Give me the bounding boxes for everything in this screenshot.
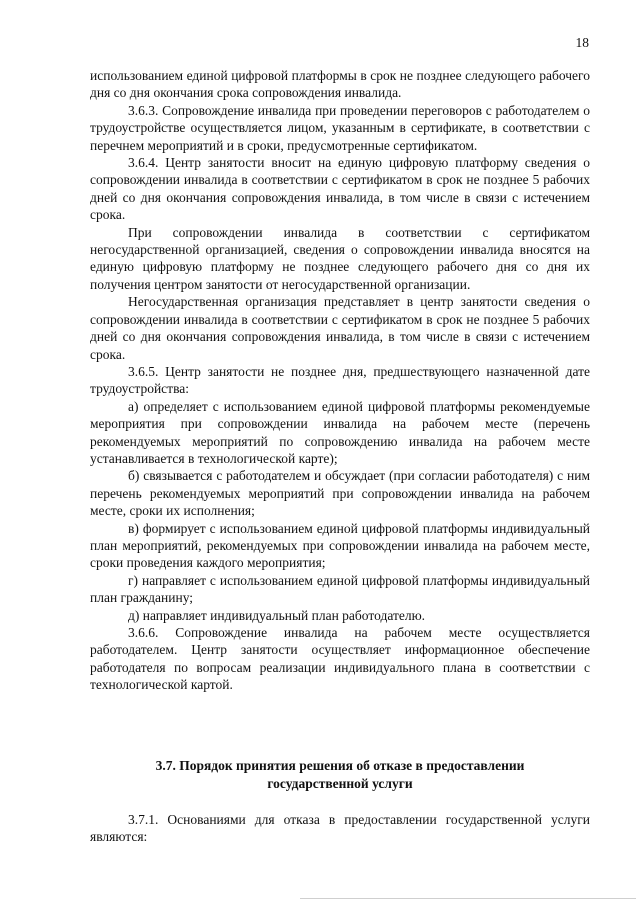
list-item-v: в) формирует с использованием единой цифровой платформы индивидуальный план мероприятий, рекомендуемых при сопровождении инвалида на рабочем месте, сроки проведения каждого мероприятия; — [90, 520, 590, 571]
paragraph-ngo-support: При сопровождении инвалида в соответствии с сертификатом негосударственной организацией, сведения о сопровождении инвалида вносятся на единую цифровую платформу не позднее следующего рабочего дня со дня их получения центром занятости от негосударственной организации. — [90, 224, 590, 292]
paragraph-continuation: использованием единой цифровой платформы в срок не позднее следующего рабочего дня со дня окончания срока сопровождения инвалида. — [90, 68, 590, 101]
paragraph-3-6-3: 3.6.3. Сопровождение инвалида при проведении переговоров с работодателем о трудоустройстве осуществляется лицом, указанным в сертификате, в соответствии с перечнем мероприятий и в сроки, предусмотренные сертификатом. — [90, 102, 590, 153]
paragraph-3-7-1: 3.7.1. Основаниями для отказа в предоставлении государственной услуги являются: — [90, 812, 590, 845]
section-heading-line-2: государственной услуги — [267, 776, 413, 791]
section-heading-line-1: 3.7. Порядок принятия решения об отказе в предоставлении — [155, 758, 525, 773]
section-heading — [90, 757, 590, 793]
document-body — [90, 67, 590, 694]
page-number: 18 — [575, 35, 589, 50]
list-item-g: г) направляет с использованием единой цифровой платформы индивидуальный план гражданину; — [90, 572, 590, 606]
paragraph-3-6-6: 3.6.6. Сопровождение инвалида на рабочем месте осуществляется работодателем. Центр занятости осуществляет информационное обеспечение работодателя по вопросам реализации индивидуального плана в соответствии с технологической картой. — [90, 625, 590, 693]
paragraph-3-6-5: 3.6.5. Центр занятости не позднее дня, предшествующего назначенной дате трудоустройства: — [90, 363, 590, 397]
paragraph-ngo-report: Негосударственная организация представляет в центр занятости сведения о сопровождении инвалида в соответствии с сертификатом в срок не позднее 5 рабочих дней со дня окончания сопровождения инвалида, в том числе в связи с истечением срока. — [90, 294, 590, 362]
paragraph-3-6-4: 3.6.4. Центр занятости вносит на единую цифровую платформу сведения о сопровождении инвалида в соответствии с сертификатом в срок не позднее 5 рабочих дней со дня окончания сопровождения инвалида, в том числе в связи с истечением срока. — [90, 155, 590, 223]
section-body — [90, 811, 590, 846]
list-item-d: д) направляет индивидуальный план работодателю. — [128, 607, 426, 623]
list-item-a: а) определяет с использованием единой цифровой платформы рекомендуемые мероприятия при сопровождении инвалида на рабочем месте (перечень рекомендуемых мероприятий по сопровождению инвалида на рабочем месте устанавливается в технологической карте); — [90, 398, 590, 466]
scan-edge-line — [300, 898, 636, 899]
list-item-b: б) связывается с работодателем и обсуждает (при согласии работодателя) с ним перечень рекомендуемых мероприятий при сопровождении инвалида на рабочем месте, сроки их исполнения; — [90, 468, 590, 519]
